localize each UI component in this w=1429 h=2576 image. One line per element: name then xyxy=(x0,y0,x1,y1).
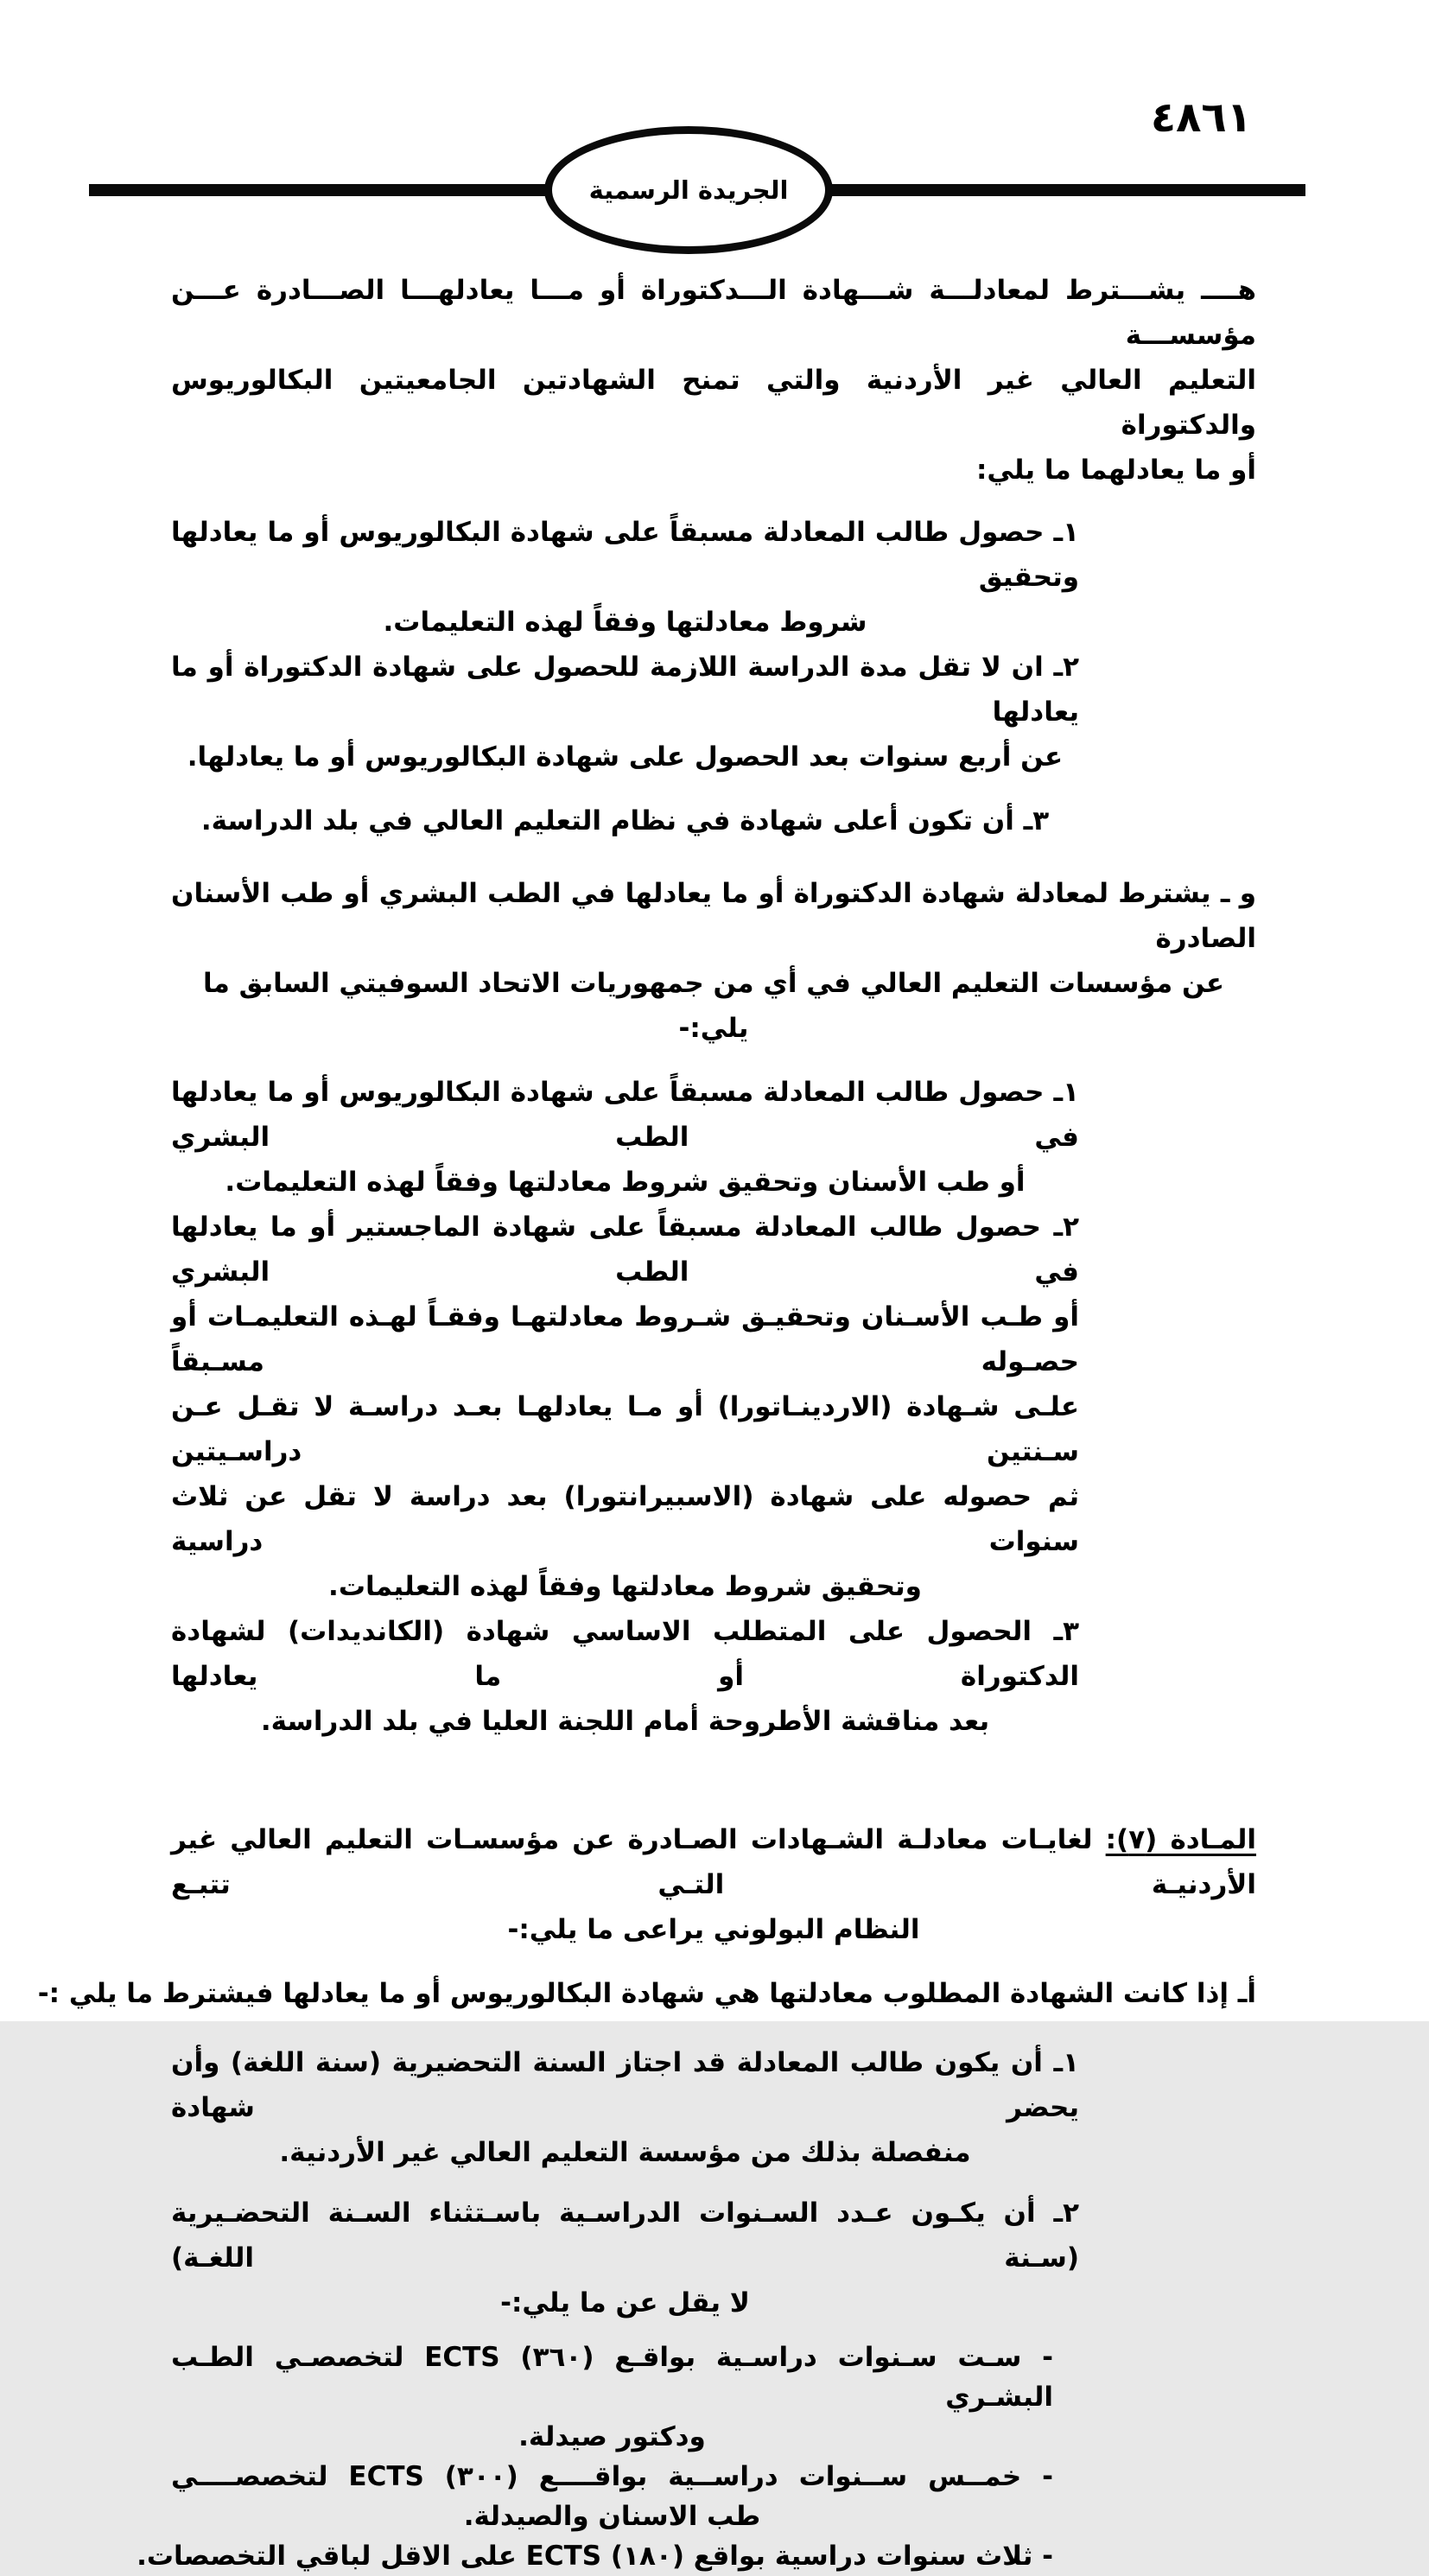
clause-w-item-2 xyxy=(171,1205,1079,1609)
clause-e-item-1-line-2: شروط معادلتها وفقاً لهذه التعليمات. xyxy=(383,607,867,638)
ects-bullet-1-line-1: - سـت سـنوات دراسـية بواقـع (٣٦٠) ECTS لتخصصـي الطـب البشـري xyxy=(171,2342,1053,2413)
ects-bullet-3-line-1: - ثلاث سنوات دراسية بواقع (١٨٠) ECTS على الاقل لباقي التخصصات. xyxy=(137,2541,1053,2572)
clause-w-item-3-line-2: بعد مناقشة الأطروحة أمام اللجنة العليا في بلد الدراسة. xyxy=(260,1706,990,1737)
clause-e-item-1 xyxy=(171,510,1079,645)
clause-w-line-1: و ـ يشترط لمعادلة شهادة الدكتوراة أو ما يعادلها في الطب البشري أو طب الأسنان الصادرة xyxy=(171,878,1256,954)
ects-bullet-2-line-1: - خمــس ســنوات دراســية بواقــــع (٣٠٠) ECTS لتخصصــــي xyxy=(171,2461,1053,2492)
clause-e-item-2-line-1: ٢ـ ان لا تقل مدة الدراسة اللازمة للحصول على شهادة الدكتوراة أو ما يعادلها xyxy=(171,652,1079,728)
clause-e-line-3: أو ما يعادلهما ما يلي: xyxy=(975,455,1256,486)
clause-a-item-2-line-2: لا يقل عن ما يلي:- xyxy=(500,2287,750,2318)
clause-a-item-1 xyxy=(171,2040,1079,2175)
article-7-line-2: النظام البولوني يراعى ما يلي:- xyxy=(507,1914,920,1945)
clause-a-item-1-line-1: ١ـ أن يكون طالب المعادلة قد اجتاز السنة التحضيرية (سنة اللغة) وأن يحضر شهادة xyxy=(171,2047,1079,2123)
clause-e-item-2-line-2: عن أربع سنوات بعد الحصول على شهادة البكالوريوس أو ما يعادلها. xyxy=(187,741,1064,773)
document-body xyxy=(37,268,1256,2576)
clause-e-item-3 xyxy=(171,798,1079,843)
clause-a-item-2 xyxy=(171,2191,1079,2325)
gazette-seal xyxy=(544,126,833,254)
clause-w-line-2: عن مؤسسات التعليم العالي في أي من جمهوريات الاتحاد السوفيتي السابق ما يلي:- xyxy=(202,968,1225,1044)
clause-e-line-2: التعليم العالي غير الأردنية والتي تمنح الشهادتين الجامعيتين البكالوريوس والدكتوراة xyxy=(171,365,1256,441)
clause-e-item-1-line-1: ١ـ حصول طالب المعادلة مسبقاً على شهادة البكالوريوس أو ما يعادلها وتحقيق xyxy=(171,517,1079,593)
clause-w-item-3 xyxy=(171,1609,1079,1744)
article-7-line-1 xyxy=(171,1817,1256,1907)
clause-a-line-1: أـ إذا كانت الشهادة المطلوب معادلتها هي شهادة البكالوريوس أو ما يعادلها فيشترط ما يلي :- xyxy=(37,1978,1256,2009)
ects-bullet-2 xyxy=(171,2457,1053,2536)
clause-a xyxy=(37,1971,1256,2016)
article-7-line-1-text: لغايـات معادلـة الشـهادات الصـادرة عن مؤسسـات التعليم العالي غير الأردنيـة التـي تتبـع xyxy=(171,1824,1256,1900)
clause-w-item-2-line-1: ٢ـ حصول طالب المعادلة مسبقاً على شهادة الماجستير أو ما يعادلها في الطب البشري xyxy=(171,1212,1079,1288)
clause-w-item-3-line-1: ٣ـ الحصول على المتطلب الاساسي شهادة (الكانديدات) لشهادة الدكتوراة أو ما يعادلها xyxy=(171,1616,1079,1692)
article-7-label: المـادة (٧): xyxy=(1105,1824,1256,1855)
clause-w xyxy=(171,871,1256,1051)
ects-bullet-1 xyxy=(171,2337,1053,2457)
clause-e-item-3-line-1: ٣ـ أن تكون أعلى شهادة في نظام التعليم العالي في بلد الدراسة. xyxy=(200,805,1050,836)
clause-w-item-1-line-2: أو طب الأسنان وتحقيق شروط معادلتها وفقاً لهذه التعليمات. xyxy=(225,1167,1026,1198)
clause-w-item-1-line-1: ١ـ حصول طالب المعادلة مسبقاً على شهادة البكالوريوس أو ما يعادلها في الطب البشري xyxy=(171,1077,1079,1153)
page-number: ٤٨٦١ xyxy=(1150,93,1252,142)
ects-bullet-3 xyxy=(137,2536,1053,2576)
clause-w-item-2-line-5: وتحقيق شروط معادلتها وفقاً لهذه التعليمات. xyxy=(328,1571,922,1602)
article-7 xyxy=(171,1817,1256,1952)
clause-e xyxy=(171,268,1256,493)
clause-w-item-2-line-3: علـى شـهادة (الاردينـاتورا) أو مـا يعادلهـا بعـد دراسـة لا تقـل عـن سـنتين دراسـيتين xyxy=(171,1391,1079,1467)
ects-bullet-2-line-2: طب الاسنان والصيدلة. xyxy=(463,2501,761,2532)
ects-bullet-1-line-2: ودكتور صيدلة. xyxy=(518,2421,706,2452)
clause-e-item-2 xyxy=(171,645,1079,779)
gazette-title: الجريدة الرسمية xyxy=(588,175,789,205)
clause-e-line-1: هــــ يشـــترط لمعادلـــة شـــهادة الـــدكتوراة أو مـــا يعادلهـــا الصـــادرة عـــن مؤسســـة xyxy=(171,275,1256,351)
clause-a-item-1-line-2: منفصلة بذلك من مؤسسة التعليم العالي غير الأردنية. xyxy=(279,2137,971,2168)
clause-a-item-2-line-1: ٢ـ أن يكـون عـدد السـنوات الدراسـية باسـتثناء السـنة التحضـيرية (سـنة اللغـة) xyxy=(171,2198,1079,2274)
clause-w-item-2-line-2: أو طـب الأسـنان وتحقيـق شـروط معادلتهـا وفقـاً لهـذه التعليمـات أو حصـوله مسـبقاً xyxy=(171,1301,1079,1377)
clause-w-item-2-line-4: ثم حصوله على شهادة (الاسبيرانتورا) بعد دراسة لا تقل عن ثلاث سنوات دراسية xyxy=(171,1481,1079,1557)
clause-w-item-1 xyxy=(171,1070,1079,1205)
